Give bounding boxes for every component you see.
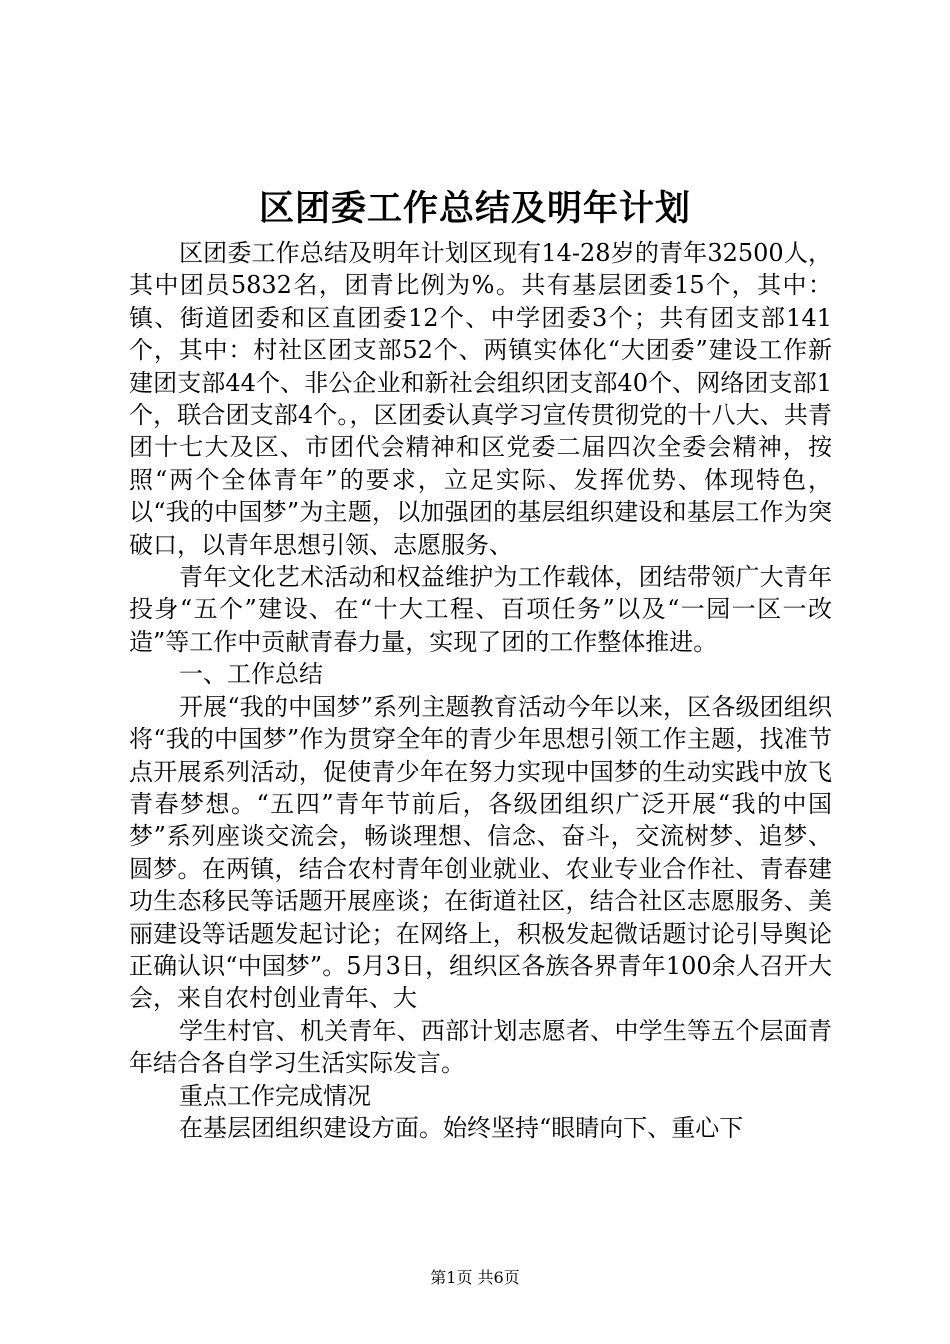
- page-number-footer: 第1页 共6页: [430, 1268, 520, 1287]
- paragraph-grassroots: 在基层团组织建设方面。始终坚持“眼睛向下、重心下: [179, 1113, 744, 1142]
- section-heading-work-summary: 一、工作总结: [179, 660, 323, 689]
- document-body: [129, 237, 832, 1144]
- paragraph-speakers: 学生村官、机关青年、西部计划志愿者、中学生等五个层面青年结合各自学习生活实际发言。: [129, 1016, 832, 1078]
- paragraph-intro: 区团委工作总结及明年计划区现有14-28岁的青年32500人，其中团员5832名，团青比例为%。共有基层团委15个，其中：镇、街道团委和区直团委12个、中学团委3个；共有团支部141个，其中：村社区团支部52个、两镇实体化“大团委”建设工作新建团支部44个、非公企业和新社会组织团支部40个、网络团支部1个，联合团支部4个。，区团委认真学习宣传贯彻党的十八大、共青团十七大及区、市团代会精神和区党委二届四次全委会精神，按照“两个全体青年”的要求，立足实际、发挥优势、体现特色，以“我的中国梦”为主题，以加强团的基层组织建设和基层工作为突破口，以青年思想引领、志愿服务、: [129, 239, 832, 559]
- document-title: 区团委工作总结及明年计划: [258, 188, 691, 229]
- section-heading-key-work: 重点工作完成情况: [179, 1081, 371, 1110]
- paragraph-work-carrier: 青年文化艺术活动和权益维护为工作载体，团结带领广大青年投身“五个”建设、在“十大工程、百项任务”以及“一园一区一改造”等工作中贡献青春力量，实现了团的工作整体推进。: [129, 563, 832, 656]
- paragraph-china-dream: 开展“我的中国梦”系列主题教育活动今年以来，区各级团组织将“我的中国梦”作为贯穿全年的青少年思想引领工作主题，找准节点开展系列活动，促使青少年在努力实现中国梦的生动实践中放飞青春梦想。“五四”青年节前后，各级团组织广泛开展“我的中国梦”系列座谈交流会，畅谈理想、信念、奋斗，交流树梦、追梦、圆梦。在两镇，结合农村青年创业就业、农业专业合作社、青春建功生态移民等话题开展座谈；在街道社区，结合社区志愿服务、美丽建设等话题发起讨论；在网络上，积极发起微话题讨论引导舆论正确认识“中国梦”。5月3日，组织区各族各界青年100余人召开大会，来自农村创业青年、大: [129, 692, 832, 1013]
